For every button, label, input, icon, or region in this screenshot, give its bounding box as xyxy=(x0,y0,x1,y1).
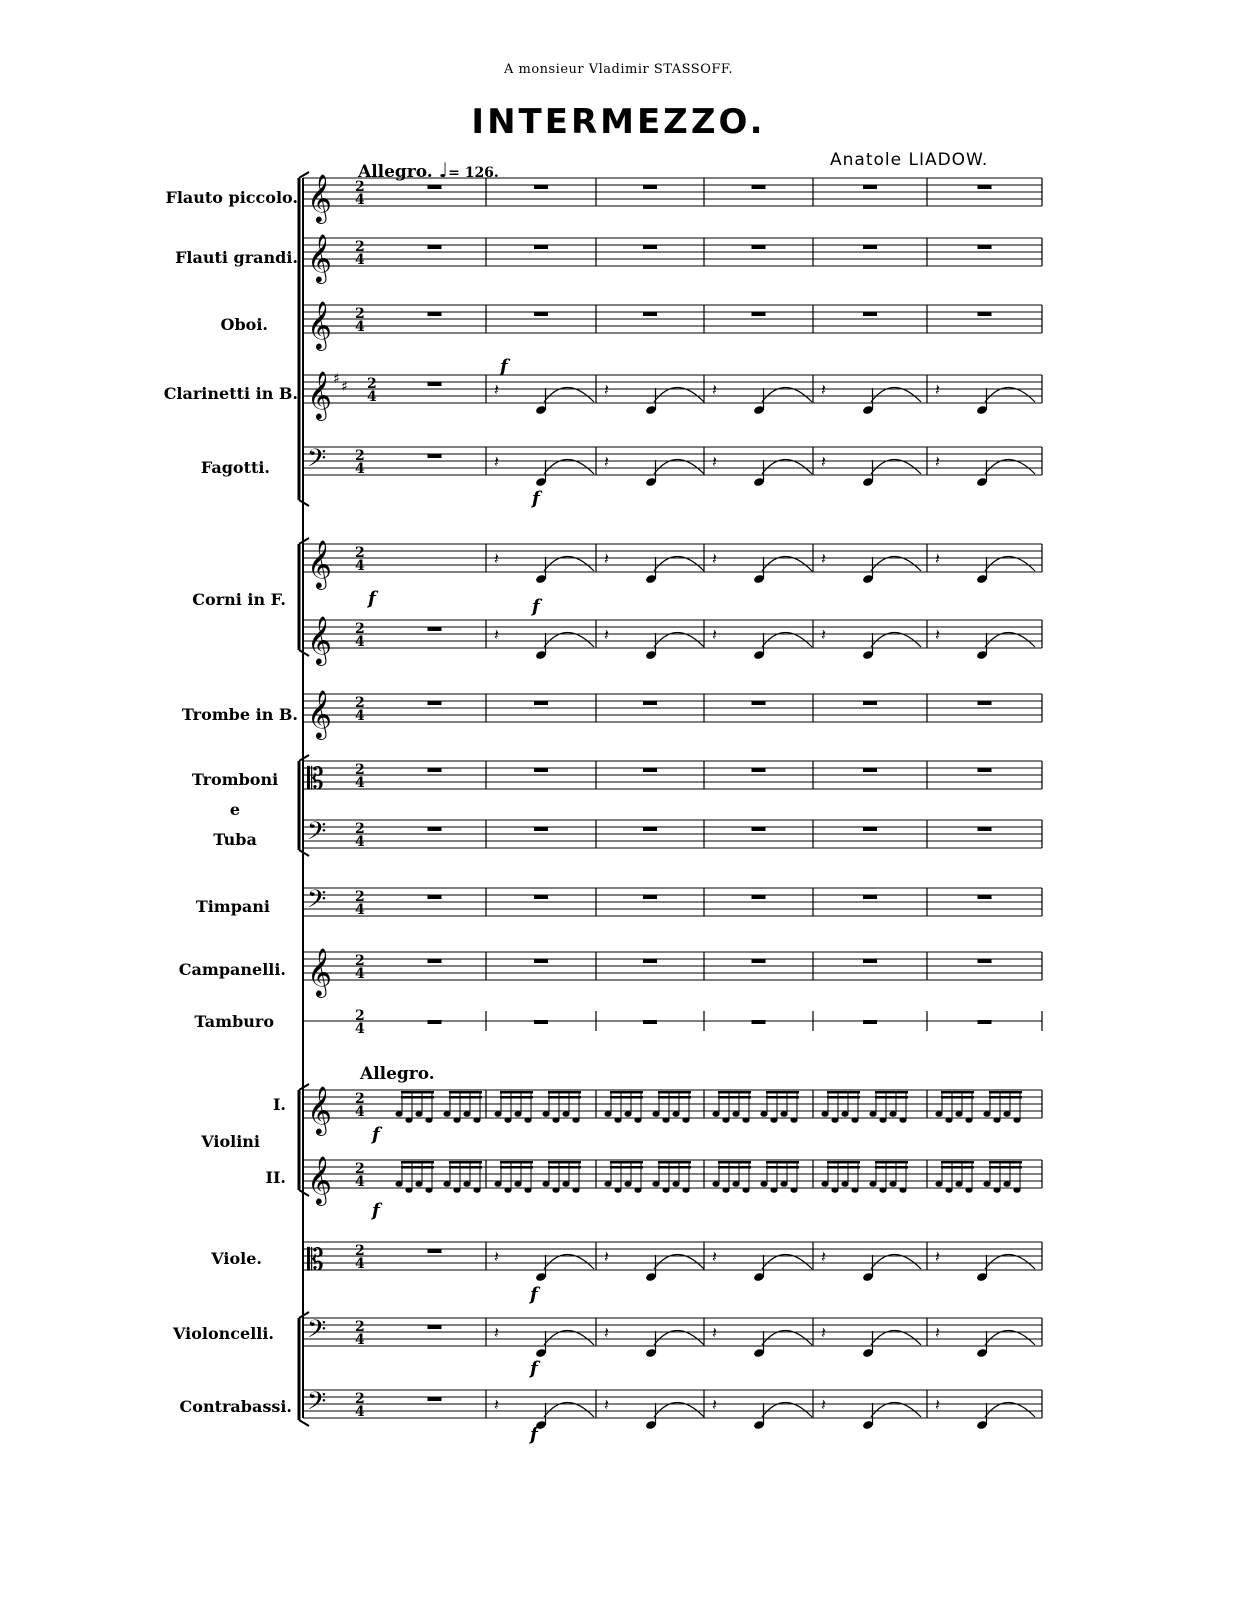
quarter-rest-icon: 𝄽 xyxy=(712,452,717,471)
quarter-rest-icon: 𝄽 xyxy=(494,549,499,568)
slur xyxy=(871,1403,921,1418)
beam xyxy=(941,1166,974,1169)
quarter-rest-icon: 𝄽 xyxy=(712,625,717,644)
quarter-rest-icon: 𝄽 xyxy=(821,625,826,644)
label-viole: Viole. xyxy=(211,1249,262,1268)
time-signature-top: 2 xyxy=(355,695,365,711)
label-violini-1: I. xyxy=(272,1095,286,1114)
whole-rest xyxy=(534,312,548,316)
beam xyxy=(875,1166,908,1169)
beam xyxy=(449,1161,482,1164)
whole-rest xyxy=(863,959,877,963)
label-clarinetti: Clarinetti in B. xyxy=(163,384,298,403)
whole-rest xyxy=(534,768,548,772)
whole-rest xyxy=(978,701,992,705)
slur xyxy=(871,388,921,403)
clef-icon-treble: 𝄞 xyxy=(307,300,332,349)
beam xyxy=(718,1096,751,1099)
label-violoncelli: Violoncelli. xyxy=(173,1324,274,1343)
label-fagotti: Fagotti. xyxy=(200,458,270,477)
beam xyxy=(401,1091,434,1094)
quarter-rest-icon: 𝄽 xyxy=(494,380,499,399)
slur xyxy=(762,1403,812,1418)
whole-rest xyxy=(428,185,442,189)
beam xyxy=(658,1096,691,1099)
time-signature-top: 2 xyxy=(355,621,365,637)
beam xyxy=(941,1161,974,1164)
forte-dynamic: f xyxy=(530,1358,538,1379)
tempo-text: Allegro. xyxy=(358,162,433,182)
clef-icon-treble: 𝄞 xyxy=(307,539,332,588)
whole-rest xyxy=(534,895,548,899)
slur xyxy=(985,633,1035,648)
slur xyxy=(762,1255,812,1270)
time-signature-bottom: 4 xyxy=(355,461,365,477)
time-signature-bottom: 4 xyxy=(367,389,377,405)
time-signature-bottom: 4 xyxy=(355,966,365,982)
quarter-rest-icon: 𝄽 xyxy=(821,1323,826,1342)
time-signature-top: 2 xyxy=(355,821,365,837)
clef-icon-bass: 𝄢 xyxy=(307,885,327,920)
slur xyxy=(654,633,704,648)
clef-icon-treble: 𝄞 xyxy=(307,370,332,419)
time-signature-top: 2 xyxy=(355,239,365,255)
whole-rest xyxy=(863,312,877,316)
slur xyxy=(762,460,812,475)
beam xyxy=(548,1091,581,1094)
beam xyxy=(401,1096,434,1099)
time-signature-bottom: 4 xyxy=(355,834,365,850)
label-corni: Corni in F. xyxy=(192,590,286,609)
quarter-rest-icon: 𝄽 xyxy=(821,1247,826,1266)
beam xyxy=(875,1161,908,1164)
forte-dynamic: f xyxy=(532,488,540,509)
whole-rest xyxy=(534,1020,548,1024)
whole-rest xyxy=(978,245,992,249)
slur xyxy=(871,557,921,572)
beam xyxy=(827,1096,860,1099)
slur xyxy=(985,388,1035,403)
beam xyxy=(989,1091,1022,1094)
metronome-value: = 126. xyxy=(448,165,499,181)
whole-rest xyxy=(428,895,442,899)
whole-rest xyxy=(863,185,877,189)
whole-rest xyxy=(752,827,766,831)
time-signature-top: 2 xyxy=(355,1243,365,1259)
whole-rest xyxy=(752,701,766,705)
beam xyxy=(766,1166,799,1169)
slur xyxy=(654,388,704,403)
whole-rest xyxy=(863,768,877,772)
beam xyxy=(766,1161,799,1164)
clef-icon-bass: 𝄢 xyxy=(307,1387,327,1422)
whole-rest xyxy=(752,895,766,899)
beam xyxy=(449,1166,482,1169)
beam xyxy=(500,1161,533,1164)
clef-icon-bass: 𝄢 xyxy=(307,1315,327,1350)
time-signature-top: 2 xyxy=(355,1091,365,1107)
whole-rest xyxy=(428,768,442,772)
label-flauto-piccolo: Flauto piccolo. xyxy=(165,188,298,207)
time-signature-bottom: 4 xyxy=(355,775,365,791)
beam xyxy=(548,1161,581,1164)
slur xyxy=(871,1331,921,1346)
beam xyxy=(941,1091,974,1094)
time-signature-top: 2 xyxy=(355,545,365,561)
quarter-rest-icon: 𝄽 xyxy=(604,1395,609,1414)
slur xyxy=(654,557,704,572)
time-signature-bottom: 4 xyxy=(355,902,365,918)
label-flauti-grandi: Flauti grandi. xyxy=(175,248,298,267)
slur xyxy=(544,1331,594,1346)
quarter-rest-icon: 𝄽 xyxy=(935,380,940,399)
beam xyxy=(941,1096,974,1099)
beam xyxy=(500,1166,533,1169)
quarter-rest-icon: 𝄽 xyxy=(821,549,826,568)
beam xyxy=(449,1091,482,1094)
composer-name: Anatole LIADOW. xyxy=(830,150,989,170)
beam xyxy=(875,1091,908,1094)
beam xyxy=(658,1091,691,1094)
whole-rest xyxy=(428,1397,442,1401)
time-signature-top: 2 xyxy=(355,179,365,195)
dedication: A monsieur Vladimir STASSOFF. xyxy=(503,62,734,77)
quarter-rest-icon: 𝄽 xyxy=(821,452,826,471)
quarter-rest-icon: 𝄽 xyxy=(712,1247,717,1266)
whole-rest xyxy=(643,701,657,705)
beam xyxy=(401,1166,434,1169)
slur xyxy=(544,633,594,648)
whole-rest xyxy=(428,827,442,831)
beam xyxy=(766,1096,799,1099)
beam xyxy=(989,1161,1022,1164)
clef-icon-alto: 𝄡 xyxy=(307,762,324,797)
beam xyxy=(827,1091,860,1094)
whole-rest xyxy=(752,1020,766,1024)
time-signature-bottom: 4 xyxy=(355,1174,365,1190)
slur xyxy=(985,557,1035,572)
forte-dynamic: f xyxy=(530,1284,538,1305)
label-oboi: Oboi. xyxy=(220,315,268,334)
beam xyxy=(718,1166,751,1169)
whole-rest xyxy=(643,185,657,189)
whole-rest xyxy=(863,245,877,249)
label-trombe: Trombe in B. xyxy=(181,705,298,724)
time-signature-top: 2 xyxy=(355,1008,365,1024)
whole-rest xyxy=(978,1020,992,1024)
whole-rest xyxy=(863,701,877,705)
time-signature-top: 2 xyxy=(367,376,377,392)
slur xyxy=(654,1331,704,1346)
label-campanelli: Campanelli. xyxy=(178,960,286,979)
clef-icon-treble: 𝄞 xyxy=(307,615,332,664)
time-signature-top: 2 xyxy=(355,889,365,905)
forte-dynamic: f xyxy=(500,356,508,377)
whole-rest xyxy=(643,768,657,772)
quarter-rest-icon: 𝄽 xyxy=(604,1323,609,1342)
whole-rest xyxy=(428,312,442,316)
beam xyxy=(827,1166,860,1169)
time-signature-top: 2 xyxy=(355,1391,365,1407)
slur xyxy=(654,1255,704,1270)
clef-icon-bass: 𝄢 xyxy=(307,817,327,852)
quarter-rest-icon: 𝄽 xyxy=(604,549,609,568)
beam xyxy=(610,1161,643,1164)
beam xyxy=(449,1096,482,1099)
whole-rest xyxy=(643,959,657,963)
whole-rest xyxy=(534,245,548,249)
time-signature-bottom: 4 xyxy=(355,1332,365,1348)
quarter-note-icon: ♩ xyxy=(438,158,449,182)
whole-rest xyxy=(643,895,657,899)
beam xyxy=(718,1091,751,1094)
whole-rest xyxy=(643,245,657,249)
slur xyxy=(762,388,812,403)
whole-rest xyxy=(428,454,442,458)
clef-icon-treble: 𝄞 xyxy=(307,689,332,738)
time-signature-bottom: 4 xyxy=(355,1021,365,1037)
quarter-rest-icon: 𝄽 xyxy=(712,549,717,568)
quarter-rest-icon: 𝄽 xyxy=(604,625,609,644)
slur xyxy=(871,633,921,648)
forte-dynamic: f xyxy=(530,1424,538,1445)
whole-rest xyxy=(428,959,442,963)
whole-rest xyxy=(752,312,766,316)
time-signature-top: 2 xyxy=(355,1319,365,1335)
quarter-rest-icon: 𝄽 xyxy=(935,452,940,471)
forte-dynamic: f xyxy=(372,1200,380,1221)
beam xyxy=(401,1161,434,1164)
forte-dynamic: f xyxy=(372,1124,380,1145)
quarter-rest-icon: 𝄽 xyxy=(494,625,499,644)
slur xyxy=(544,557,594,572)
whole-rest xyxy=(428,245,442,249)
whole-rest xyxy=(534,185,548,189)
whole-rest xyxy=(752,245,766,249)
beam xyxy=(718,1161,751,1164)
label-timpani: Timpani xyxy=(195,897,270,916)
whole-rest xyxy=(978,959,992,963)
time-signature-top: 2 xyxy=(355,448,365,464)
whole-rest xyxy=(978,185,992,189)
beam xyxy=(766,1091,799,1094)
beam xyxy=(500,1096,533,1099)
beam xyxy=(610,1166,643,1169)
whole-rest xyxy=(978,312,992,316)
slur xyxy=(871,460,921,475)
whole-rest xyxy=(428,701,442,705)
slur xyxy=(762,1331,812,1346)
quarter-rest-icon: 𝄽 xyxy=(935,1323,940,1342)
time-signature-bottom: 4 xyxy=(355,319,365,335)
beam xyxy=(827,1161,860,1164)
slur xyxy=(985,1331,1035,1346)
quarter-rest-icon: 𝄽 xyxy=(494,1247,499,1266)
time-signature-bottom: 4 xyxy=(355,1104,365,1120)
whole-rest xyxy=(863,1020,877,1024)
forte-dynamic: f xyxy=(368,588,376,609)
label-violini-2: II. xyxy=(265,1168,286,1187)
clef-icon-bass: 𝄢 xyxy=(307,444,327,479)
slur xyxy=(544,1403,594,1418)
slur xyxy=(544,460,594,475)
quarter-rest-icon: 𝄽 xyxy=(935,1395,940,1414)
time-signature-bottom: 4 xyxy=(355,708,365,724)
whole-rest xyxy=(534,827,548,831)
clef-icon-treble: 𝄞 xyxy=(307,1155,332,1204)
beam xyxy=(875,1096,908,1099)
quarter-rest-icon: 𝄽 xyxy=(935,625,940,644)
sharp-icon: ♯ xyxy=(333,371,340,387)
quarter-rest-icon: 𝄽 xyxy=(604,380,609,399)
whole-rest xyxy=(428,1249,442,1253)
slur xyxy=(654,460,704,475)
piece-title: INTERMEZZO. xyxy=(471,102,766,142)
slur xyxy=(985,1403,1035,1418)
label-violini: Violini xyxy=(201,1132,260,1151)
beam xyxy=(610,1096,643,1099)
time-signature-bottom: 4 xyxy=(355,1256,365,1272)
quarter-rest-icon: 𝄽 xyxy=(494,452,499,471)
whole-rest xyxy=(428,1325,442,1329)
whole-rest xyxy=(643,1020,657,1024)
sharp-icon: ♯ xyxy=(341,379,348,395)
quarter-rest-icon: 𝄽 xyxy=(821,1395,826,1414)
label-tromboni: Tromboni xyxy=(191,770,279,789)
beam xyxy=(548,1096,581,1099)
whole-rest xyxy=(752,185,766,189)
quarter-rest-icon: 𝄽 xyxy=(712,1323,717,1342)
quarter-rest-icon: 𝄽 xyxy=(935,1247,940,1266)
whole-rest xyxy=(863,827,877,831)
time-signature-bottom: 4 xyxy=(355,558,365,574)
time-signature-bottom: 4 xyxy=(355,1404,365,1420)
slur xyxy=(985,1255,1035,1270)
clef-icon-treble: 𝄞 xyxy=(307,947,332,996)
time-signature-top: 2 xyxy=(355,306,365,322)
slur xyxy=(871,1255,921,1270)
whole-rest xyxy=(752,959,766,963)
beam xyxy=(989,1166,1022,1169)
whole-rest xyxy=(643,312,657,316)
whole-rest xyxy=(534,701,548,705)
time-signature-bottom: 4 xyxy=(355,192,365,208)
quarter-rest-icon: 𝄽 xyxy=(494,1323,499,1342)
time-signature-bottom: 4 xyxy=(355,634,365,650)
whole-rest xyxy=(978,895,992,899)
whole-rest xyxy=(534,959,548,963)
label-tromboni-e: e xyxy=(229,800,241,819)
whole-rest xyxy=(643,827,657,831)
time-signature-top: 2 xyxy=(355,1161,365,1177)
clef-icon-alto: 𝄡 xyxy=(307,1243,324,1278)
beam xyxy=(989,1096,1022,1099)
whole-rest xyxy=(752,768,766,772)
beam xyxy=(658,1166,691,1169)
label-tuba: Tuba xyxy=(213,830,257,849)
quarter-rest-icon: 𝄽 xyxy=(935,549,940,568)
time-signature-top: 2 xyxy=(355,762,365,778)
time-signature-top: 2 xyxy=(355,953,365,969)
slur xyxy=(762,557,812,572)
whole-rest xyxy=(428,627,442,631)
beam xyxy=(500,1091,533,1094)
quarter-rest-icon: 𝄽 xyxy=(604,1247,609,1266)
whole-rest xyxy=(978,768,992,772)
clef-icon-treble: 𝄞 xyxy=(307,233,332,282)
label-contrabassi: Contrabassi. xyxy=(179,1397,292,1416)
label-tamburo: Tamburo xyxy=(194,1012,274,1031)
whole-rest xyxy=(428,382,442,386)
slur xyxy=(544,1255,594,1270)
clef-icon-treble: 𝄞 xyxy=(307,1085,332,1134)
slur xyxy=(762,633,812,648)
whole-rest xyxy=(428,1020,442,1024)
slur xyxy=(544,388,594,403)
beam xyxy=(658,1161,691,1164)
whole-rest xyxy=(863,895,877,899)
quarter-rest-icon: 𝄽 xyxy=(821,380,826,399)
quarter-rest-icon: 𝄽 xyxy=(604,452,609,471)
quarter-rest-icon: 𝄽 xyxy=(712,1395,717,1414)
beam xyxy=(548,1166,581,1169)
quarter-rest-icon: 𝄽 xyxy=(494,1395,499,1414)
strings-tempo-marking: Allegro. xyxy=(360,1064,435,1084)
beam xyxy=(610,1091,643,1094)
time-signature-bottom: 4 xyxy=(355,252,365,268)
slur xyxy=(654,1403,704,1418)
slur xyxy=(985,460,1035,475)
whole-rest xyxy=(978,827,992,831)
quarter-rest-icon: 𝄽 xyxy=(712,380,717,399)
clef-icon-treble: 𝄞 xyxy=(307,173,332,222)
forte-dynamic: f xyxy=(532,596,540,617)
